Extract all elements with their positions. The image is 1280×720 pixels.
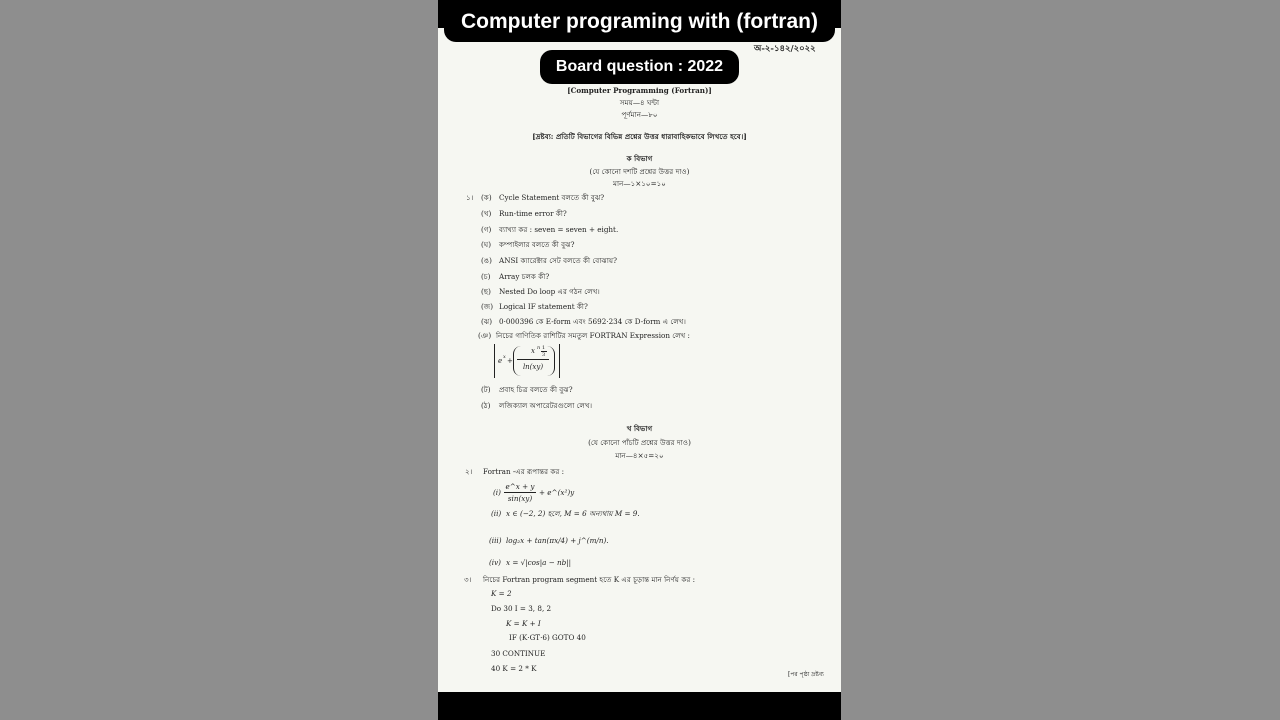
q1-text-tha: লজিক্যাল অপারেটরগুলো লেখ। xyxy=(499,401,593,410)
expr-numerator-sup: n xyxy=(537,345,541,351)
time-allowed: সময়—৪ ঘন্টা xyxy=(619,98,660,107)
expr-plus: + xyxy=(507,357,513,365)
q1-text-nya: নিচের গাণিতিক রাশিটির সমতুল FORTRAN Expression লেখ : xyxy=(496,331,690,340)
q1-label-nya: (ঞ) xyxy=(478,331,492,340)
q2-label-iii: (iii) xyxy=(489,536,502,545)
q1-text-gha: কম্পাইলার বলতে কী বুঝ? xyxy=(499,240,575,249)
q3-text: নিচের Fortran program segment হতে K এর চূড়ান্ত মান নির্ণয় কর : xyxy=(483,575,696,584)
q2i-tail: + e^(x²)y xyxy=(539,488,575,497)
q2-text: Fortran -এর রূপান্তর কর : xyxy=(483,467,565,476)
q1-label-ta: (ট) xyxy=(481,385,491,394)
q1-text-chha: Nested Do loop এর গঠন লেখ। xyxy=(499,287,600,296)
code-line-1: K = 2 xyxy=(491,589,512,598)
q2i-denominator: sin(xy) xyxy=(507,494,533,503)
q1-text-ja: Logical IF statement কী? xyxy=(499,302,588,311)
expr-base-sup: x xyxy=(503,354,506,360)
q2-text-iv: x = √|cos|a − nb|| xyxy=(506,558,572,567)
full-marks: পূর্ণমান—৮০ xyxy=(621,110,658,119)
q1-label-chha: (ছ) xyxy=(481,287,491,296)
q1-text-ka: Cycle Statement বলতে কী বুঝ? xyxy=(499,193,605,202)
video-title: Computer programing with (fortran) xyxy=(461,10,818,33)
q2i-numerator: e^x + y xyxy=(505,482,535,491)
q1-label-ja: (জ) xyxy=(481,302,494,311)
section-a-instruction: (যে কোনো দশটি প্রশ্নের উত্তর দাও) xyxy=(589,167,690,176)
q3-number: ৩। xyxy=(464,575,472,584)
q1-label-uo: (ঙ) xyxy=(481,256,492,265)
expr-power-num: 1 xyxy=(542,345,546,351)
board-question-badge xyxy=(540,50,739,84)
q1-number: ১। xyxy=(466,193,474,202)
page-footer-note: [পর পৃষ্ঠা দ্রষ্টব্য xyxy=(788,671,824,678)
q1-label-cha: (চ) xyxy=(481,272,491,281)
section-a-title: ক বিভাগ xyxy=(626,154,653,163)
q1-text-jha: 0·000396 কে E-form এবং 5692·234 কে D-form এ লেখ। xyxy=(499,317,686,326)
q1-label-tha: (ঠ) xyxy=(481,401,491,410)
q1-label-ka: (ক) xyxy=(481,193,492,202)
section-b-instruction: (যে কোনো পাঁচটি প্রশ্নের উত্তর দাও) xyxy=(588,438,691,447)
q1-text-uo: ANSI ক্যারেক্টার সেট বলতে কী বোঝায়? xyxy=(499,256,617,265)
video-frame xyxy=(438,0,841,720)
exam-code: অ-২-১৪২/২০২২ xyxy=(754,44,816,54)
code-line-3: K = K + I xyxy=(506,619,541,628)
q2-label-iv: (iv) xyxy=(489,558,501,567)
code-line-6: 40 K = 2 * K xyxy=(491,664,537,673)
code-line-2: Do 30 I = 3, 8, 2 xyxy=(491,604,552,613)
expr-base: e xyxy=(498,357,503,365)
q2-label-ii: (ii) xyxy=(491,509,502,518)
q1-label-kha: (খ) xyxy=(481,209,492,218)
q1-text-kha: Run-time error কী? xyxy=(499,209,567,218)
video-title-banner xyxy=(444,2,835,42)
q1-label-jha: (ঝ) xyxy=(481,317,493,326)
expr-power-den: 3 xyxy=(542,352,546,358)
q2-text-ii: x ∈ (−2, 2) হলে, M = 6 অন্যথায় M = 9. xyxy=(506,509,640,518)
exam-paper xyxy=(438,28,841,692)
code-line-5: 30 CONTINUE xyxy=(491,649,546,658)
section-b-marks: মান—৪×৫=২০ xyxy=(615,451,664,460)
expr-denominator: ln(xy) xyxy=(522,363,544,371)
code-line-4: IF (K·GT·6) GOTO 40 xyxy=(509,633,586,642)
q1-text-ta: প্রবাহ চিত্র বলতে কী বুঝ? xyxy=(499,385,573,394)
q1-label-ga: (গ) xyxy=(481,225,492,234)
expr-numerator: x xyxy=(531,347,535,355)
q2i-fraction-bar xyxy=(504,492,536,493)
q2-label-i: (i) xyxy=(493,488,501,497)
section-b-title: খ বিভাগ xyxy=(626,424,653,433)
fortran-expression xyxy=(494,344,560,378)
q2-text-iii: log₂x + tan(πx/4) + j^(m/n). xyxy=(506,536,609,545)
subject-heading: [Computer Programming (Fortran)] xyxy=(567,86,712,95)
q1-text-ga: ব্যাখ্যা কর : seven = seven + eight. xyxy=(499,225,619,234)
q2-number: ২। xyxy=(465,467,473,476)
q1-text-cha: Array চলক কী? xyxy=(499,272,550,281)
instruction-note: [দ্রষ্টব্য: প্রতিটি বিভাগের বিভিন্ন প্রশ্নের উত্তর ধারাবাহিকভাবে লিখতে হবে।] xyxy=(532,132,747,141)
section-a-marks: মান—১×১০=১০ xyxy=(613,179,666,188)
badge-label: Board question : 2022 xyxy=(555,58,724,75)
q1-label-gha: (ঘ) xyxy=(481,240,492,249)
